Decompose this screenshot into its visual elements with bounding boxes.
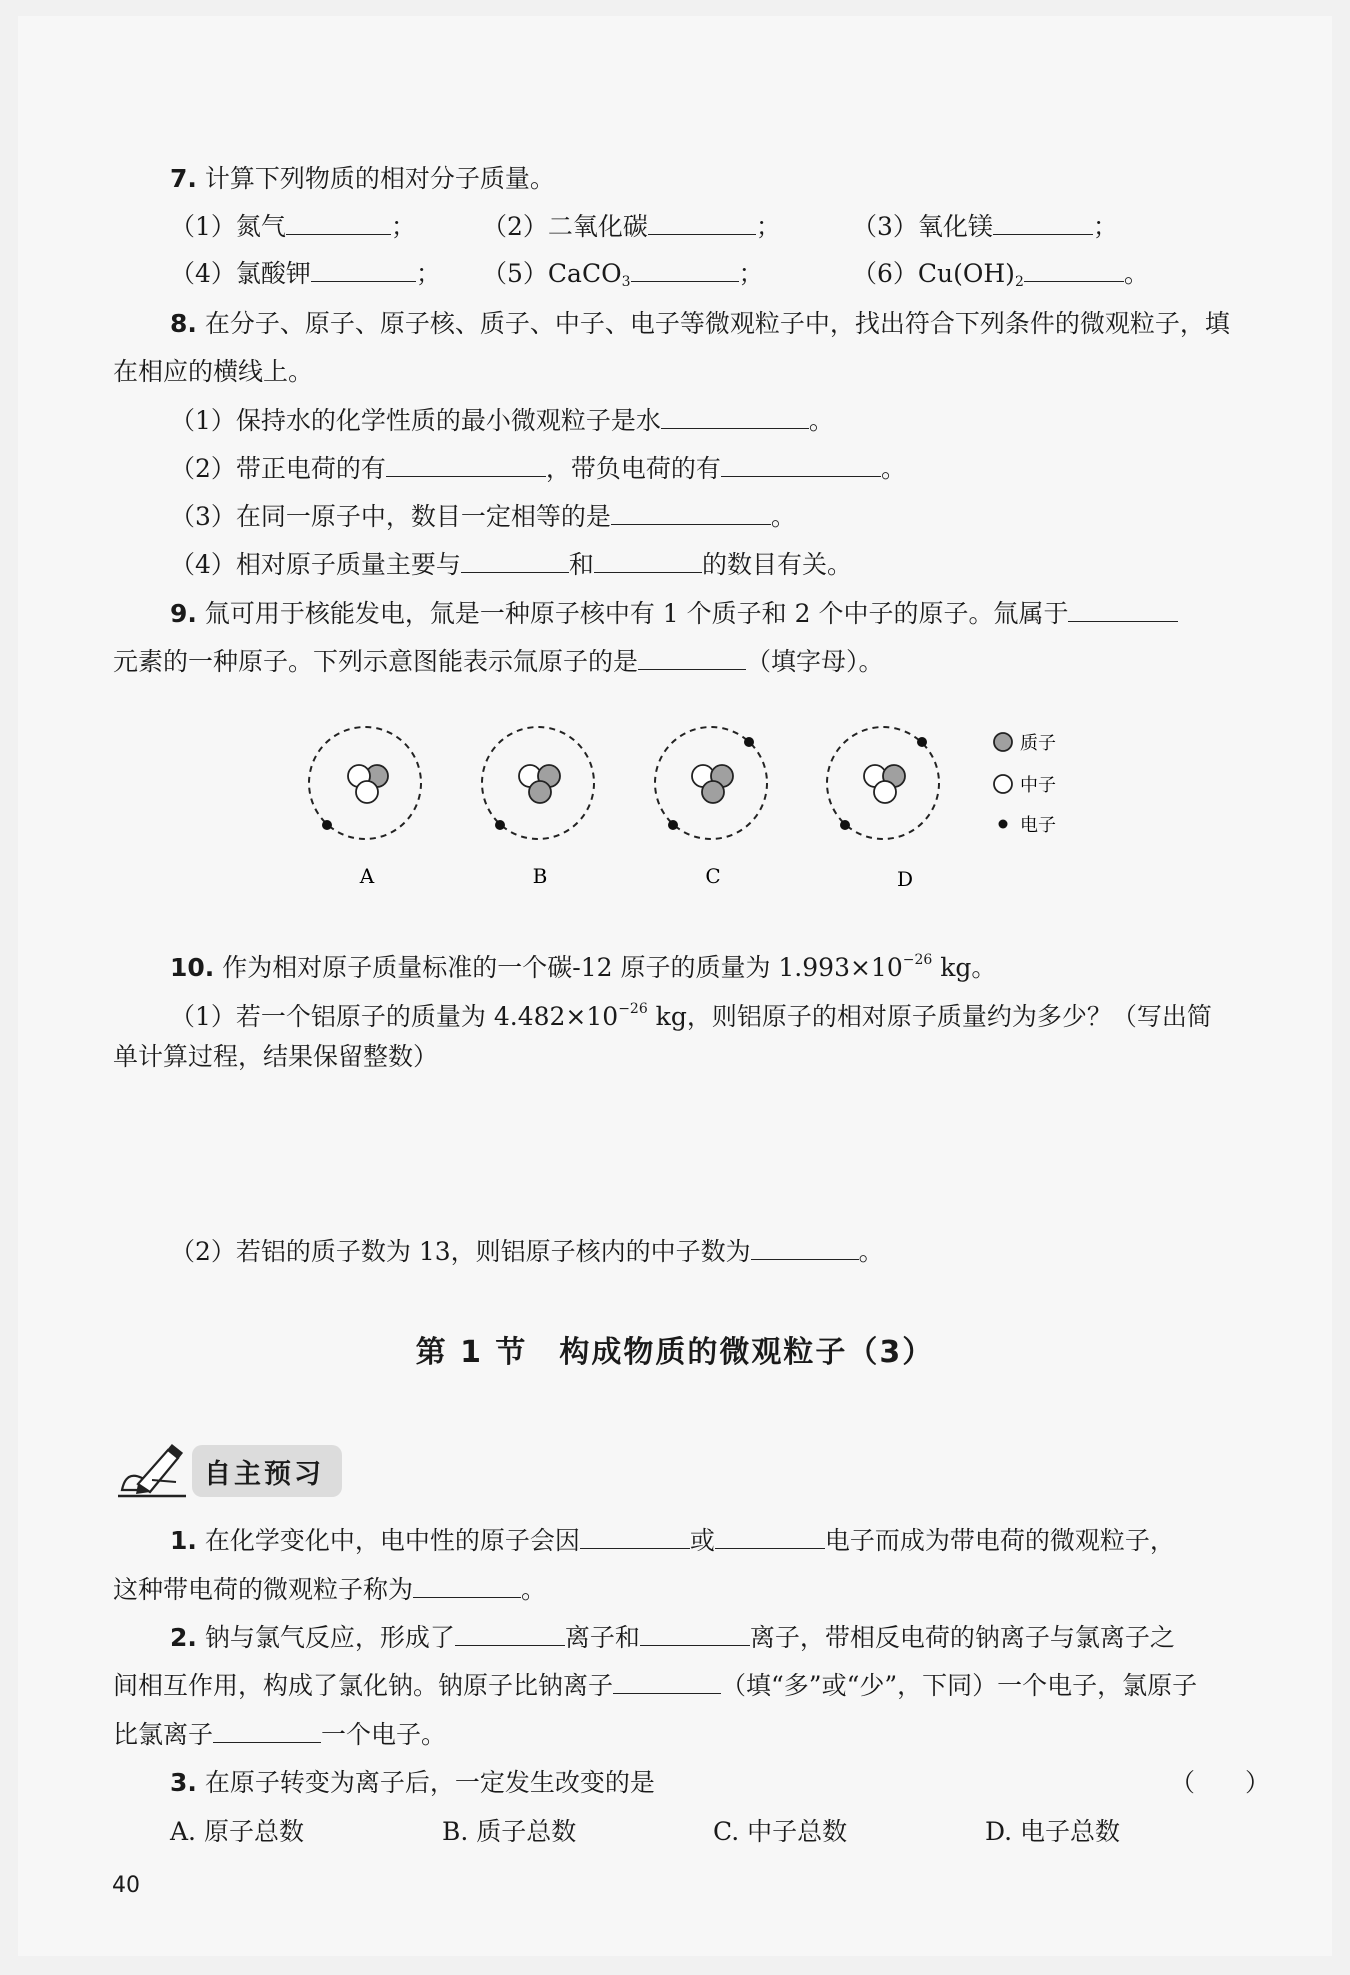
proton (529, 781, 551, 803)
option-d[interactable]: D. 电子总数 (985, 1817, 1121, 1846)
p1-stem-cont: 这种带电荷的微观粒子称为 。 (113, 1575, 547, 1604)
atom-a (309, 727, 421, 888)
option-a[interactable]: A. 原子总数 (170, 1817, 304, 1846)
option-c[interactable]: C. 中子总数 (713, 1817, 848, 1846)
answer-blank[interactable] (613, 1671, 721, 1694)
answer-blank[interactable] (640, 1623, 750, 1646)
label-d: D (896, 867, 914, 891)
q7-item-4: （4）氯酸钾 ； (170, 259, 441, 288)
q10-item-1: （1）若一个铝原子的质量为 $4.482\times 10^{-26}$ kg，则铝原子的相对原子质量约为多少？（写出简 (170, 1001, 1212, 1031)
p3-stem: 3. 在原子转变为离子后，一定发生改变的是 (170, 1768, 655, 1797)
q9-stem: 9. 氚可用于核能发电，氚是一种原子核中有 1 个质子和 2 个中子的原子。氚属于 (170, 597, 1178, 631)
answer-blank[interactable] (455, 1623, 565, 1646)
q8-item-4: （4）相对原子质量主要与 和 的数目有关。 (170, 550, 852, 579)
electron (840, 820, 850, 830)
legend (994, 733, 1056, 836)
neutron (356, 781, 378, 803)
q8-stem: 8. 在分子、原子、原子核、质子、中子、电子等微观粒子中，找出符合下列条件的微观粒子，填 (170, 309, 1230, 338)
p2-stem-cont-2: 比氯离子 一个电子。 (113, 1720, 447, 1749)
q7-item-1: （1）氮气 ； (170, 212, 416, 241)
p2-stem: 2. 钠与氯气反应，形成了 离子和 离子，带相反电荷的钠离子与氯离子之 (170, 1623, 1175, 1652)
legend-neutron-icon (994, 775, 1012, 793)
legend-neutron-label: 中子 (1020, 775, 1056, 796)
q8-item-3: （3）在同一原子中，数目一定相等的是 。 (170, 502, 796, 531)
atom-diagrams (0, 0, 1350, 900)
neutron (874, 781, 896, 803)
page-number: 40 (112, 1873, 140, 1898)
q9-stem-cont: 元素的一种原子。下列示意图能表示氚原子的是 （填字母）。 (113, 647, 884, 676)
q7-item-6: $(6)Cu(OH)_2$ 。 (852, 259, 1149, 290)
label-a: A (359, 864, 375, 888)
option-b[interactable]: B. 质子总数 (442, 1817, 577, 1846)
q10-stem: 10. 作为相对原子质量标准的一个碳-12 原子的质量为 $1.993\times 10^{-26}$ kg。 (170, 952, 997, 982)
electron (917, 737, 927, 747)
legend-proton-label: 质子 (1020, 733, 1056, 754)
self-study-badge-label: 自主预习 (204, 1459, 324, 1490)
atom-c (655, 727, 767, 888)
q8-item-2: （2）带正电荷的有 ，带负电荷的有 。 (170, 454, 906, 483)
answer-blank[interactable] (751, 1237, 859, 1260)
label-c: C (705, 864, 721, 888)
q10-item-2: （2）若铝的质子数为 13，则铝原子核内的中子数为 。 (170, 1237, 884, 1266)
q7-item-3: （3）氧化镁 ； (852, 212, 1118, 241)
q7-item-2: （2）二氧化碳 ； (482, 212, 781, 241)
electron (322, 820, 332, 830)
pencil-writing-icon (112, 1440, 192, 1502)
q7-item-5: （5）CaCO$_3$ ； (482, 259, 764, 290)
answer-blank[interactable] (715, 1526, 825, 1549)
electron (495, 820, 505, 830)
section-title: 第 1 节 构成物质的微观粒子（3） (415, 1335, 935, 1370)
q7-stem: 7. 计算下列物质的相对分子质量。 (170, 164, 555, 193)
legend-electron-icon (999, 820, 1008, 829)
q10-item-1-cont: 单计算过程，结果保留整数） (113, 1042, 439, 1071)
answer-blank[interactable] (413, 1575, 521, 1598)
label-b: B (532, 864, 548, 888)
atom-b (482, 727, 594, 888)
q8-stem-cont: 在相应的横线上。 (113, 357, 314, 386)
p1-stem: 1. 在化学变化中，电中性的原子会因 或 电子而成为带电荷的微观粒子， (170, 1526, 1175, 1555)
answer-blank[interactable] (213, 1720, 321, 1743)
q8-item-1: （1）保持水的化学性质的最小微观粒子是水 。 (170, 406, 834, 435)
legend-proton-icon (994, 733, 1012, 751)
electron (744, 737, 754, 747)
electron (668, 820, 678, 830)
legend-electron-label: 电子 (1020, 815, 1056, 836)
p3-answer-paren[interactable]: （ ） (1170, 1768, 1271, 1797)
proton (702, 781, 724, 803)
p2-stem-cont: 间相互作用，构成了氯化钠。钠原子比钠离子 （填“多”或“少”，下同）一个电子，氯原子 (113, 1671, 1198, 1700)
atom-d (827, 727, 939, 891)
answer-blank[interactable] (580, 1526, 690, 1549)
